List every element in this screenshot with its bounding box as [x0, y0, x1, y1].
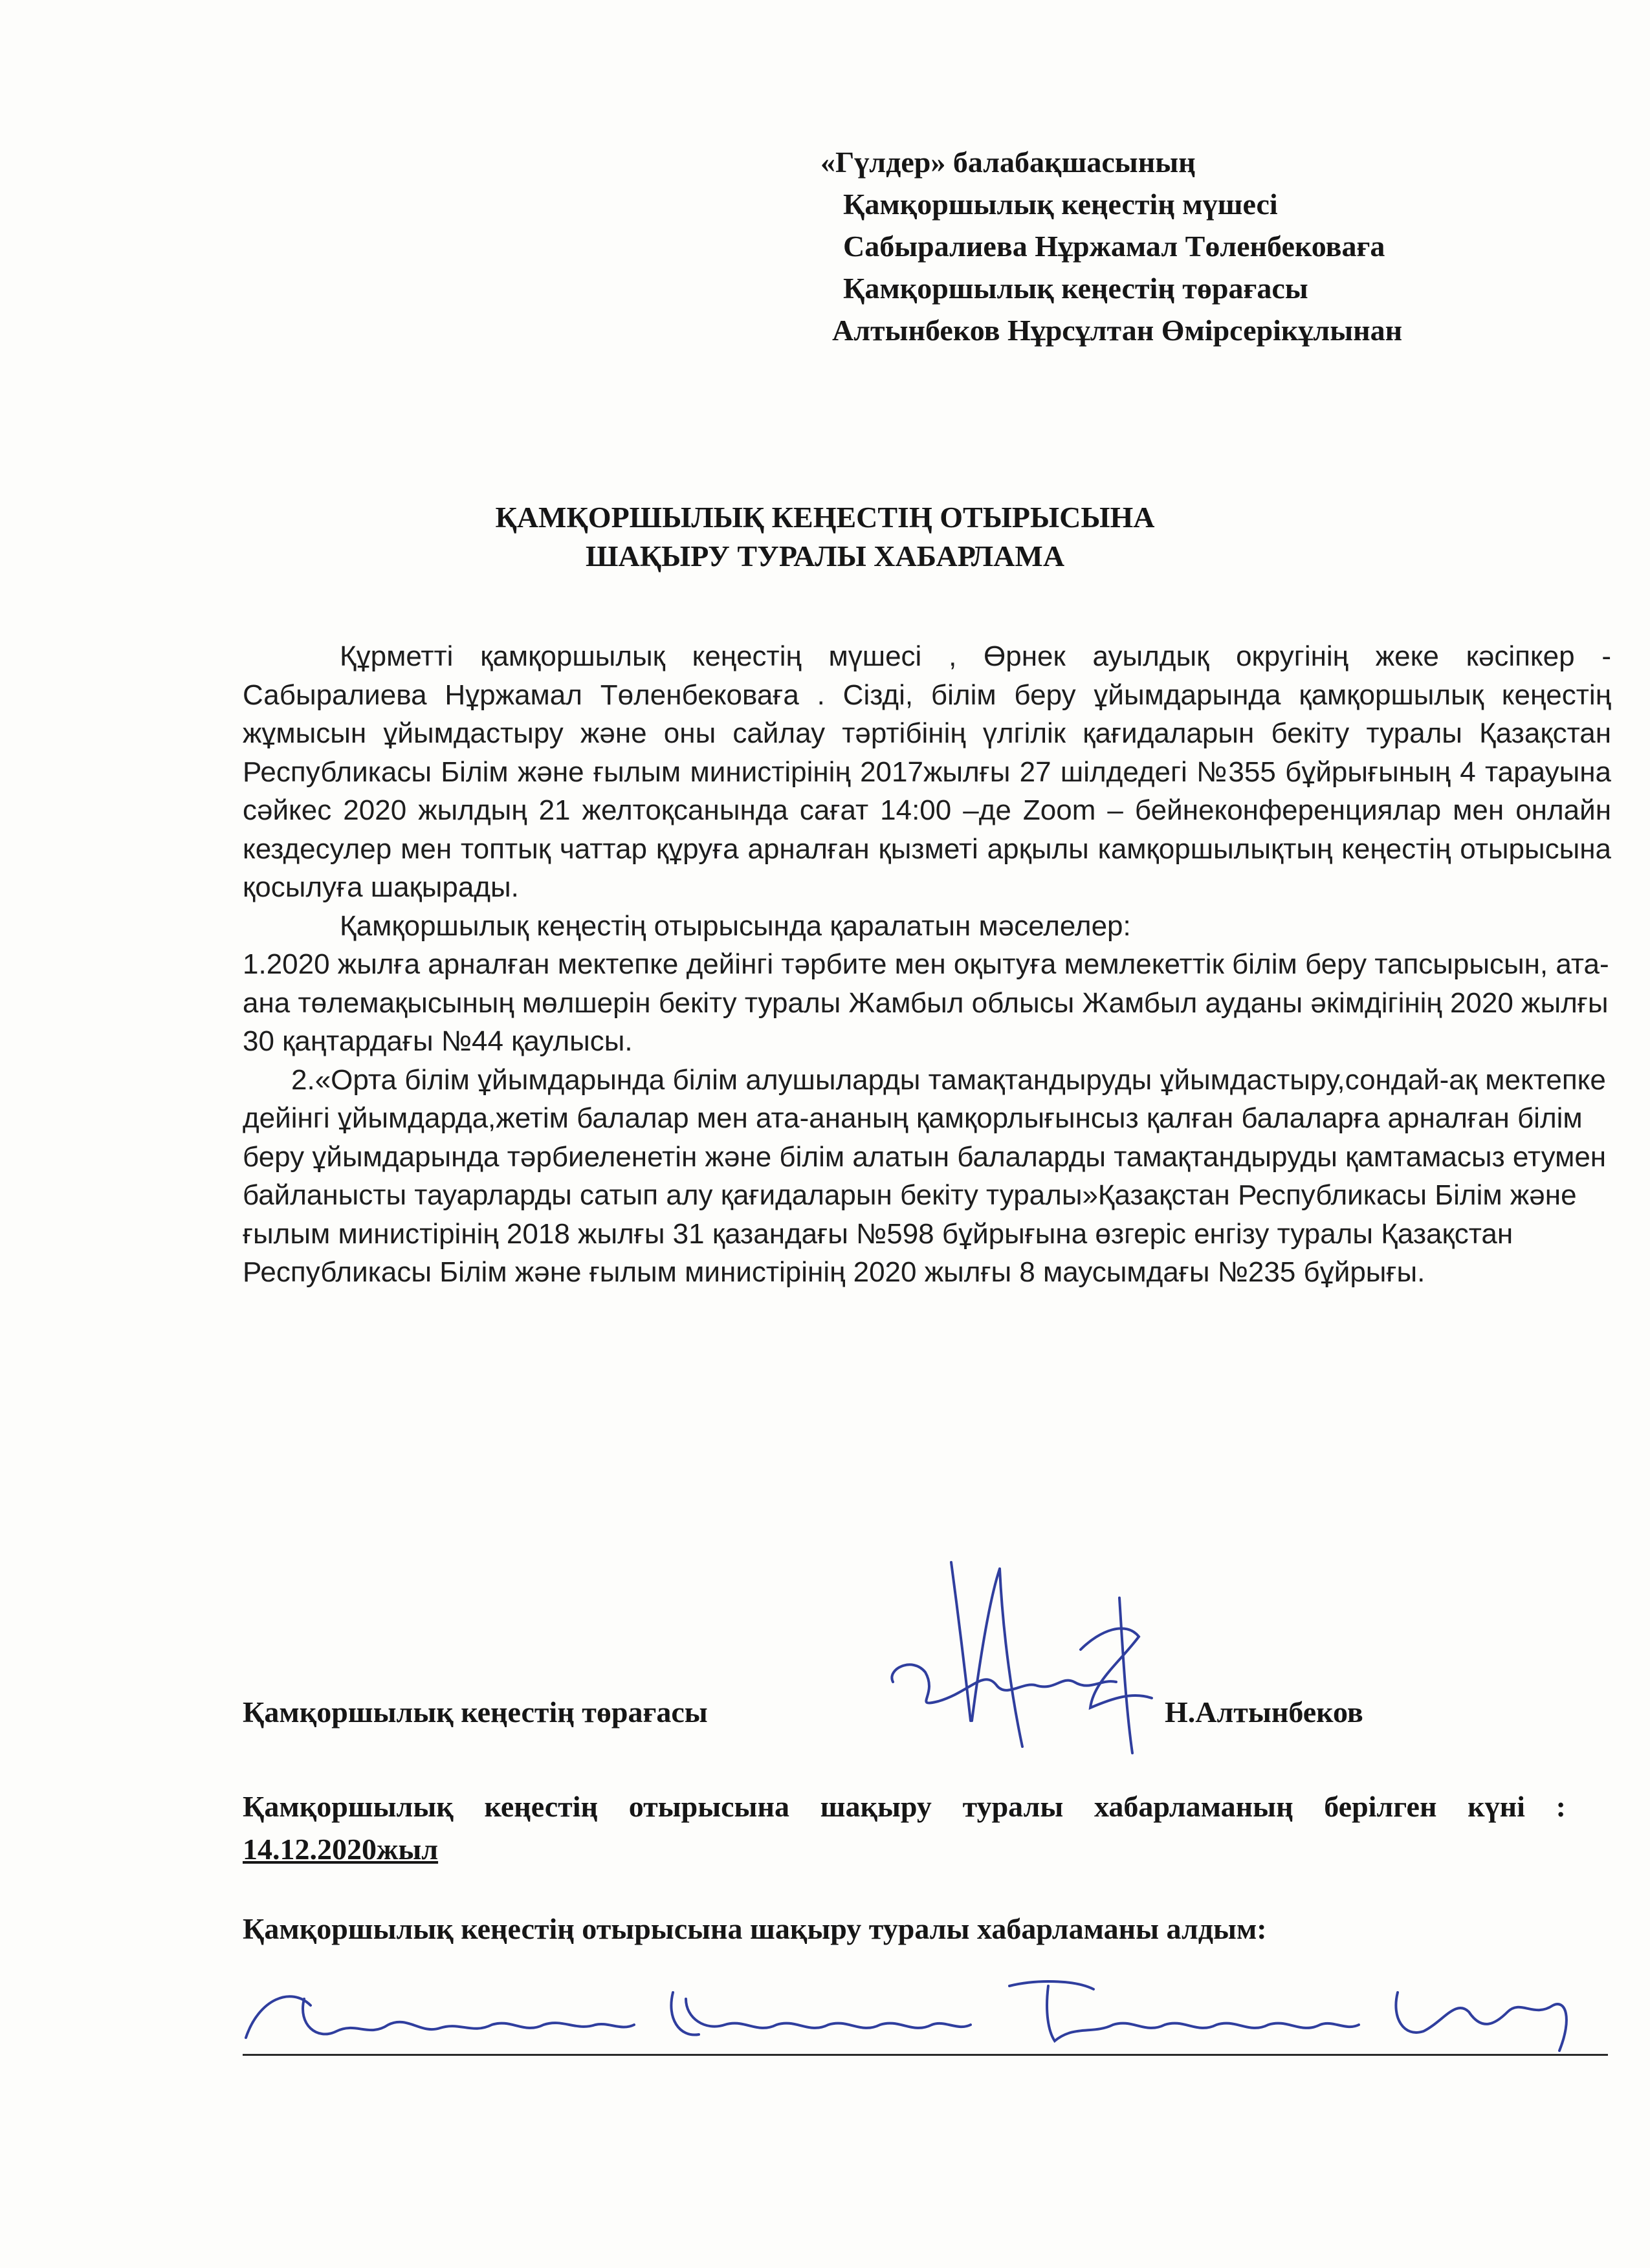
signatory-role: Қамқоршылық кеңестің төрағасы: [243, 1696, 708, 1728]
addressee-line-2: Қамқоршылық кеңестің мүшесі: [843, 188, 1278, 221]
signature-row: [243, 1695, 1563, 1740]
invitation-paragraph: Құрметті қамқоршылық кеңестің мүшесі , Өрнек ауылдық округінің жеке кәсіпкер - Сабыралиева Нұржамал Төленбековаға . Сізді, білім беру ұйымдарында қамқоршылық кеңестің жұмысын ұйымдастыру және оны сайлау тәртібінің үлгілік қағидаларын бекіту туралы Қазақстан Республикасы Білім және ғылым министірінің 2017жылғы 27 шілдедегі №355 бұйрығының 4 тарауына сәйкес 2020 жылдың 21 желтоқсанында сағат 14:00 –де Zoom – бейнеконференциялар мен онлайн кездесулер мен топтық чаттар құруға арналған қызметі арқылы камқоршылықтың кеңестің отырысына қосылуға шақырады.: [243, 640, 1611, 903]
document-body: [243, 637, 1611, 1292]
document-title: [0, 498, 1650, 576]
receipt-label: Қамқоршылық кеңестің отырысына шақыру туралы хабарламаны алдым:: [243, 1912, 1267, 1945]
agenda-item-1: 1.2020 жылға арналған мектепке дейінгі тәрбите мен оқытуға мемлекеттік білім беру тапсырысын, ата-ана төлемақысының мөлшерін бекіту туралы Жамбыл облысы Жамбыл ауданы әкімдігінің 2020 жылғы 30 қаңтардағы №44 қаулысы.: [243, 948, 1609, 1057]
agenda-item-2: 2.«Орта білім ұйымдарында білім алушыларды тамақтандыруды ұйымдастыру,сондай-ақ мектепке дейінгі ұйымдарда,жетім балалар мен ата-ананың қамқорлығынсыз қалған балаларға арналған білім беру ұйымдарында тәрбиеленетін және білім алатын балаларды тамақтандыруды қамтамасыз етумен байланысты тауарларды сатып алу қағидаларын бекіту туралы»Қазақстан Республикасы Білім және ғылым министірінің 2018 жылғы 31 қазандағы №598 бұйрығына өзгеріс енгізу туралы Қазақстан Республикасы Білім және ғылым министірінің 2020 жылғы 8 маусымдағы №235 бұйрығы.: [243, 1063, 1607, 1288]
addressee-line-1: «Гүлдер» балабақшасының: [820, 146, 1196, 179]
addressee-line-3: Сабыралиева Нұржамал Төленбековаға: [843, 230, 1385, 263]
chairman-signature: [867, 1559, 1204, 1772]
addressee-line-5: Алтынбеков Нұрсұлтан Өмірсерікұлынан: [832, 314, 1403, 347]
addressee-line-4: Қамқоршылық кеңестің төрағасы: [843, 272, 1308, 305]
issue-date-block: [243, 1785, 1566, 1871]
agenda-heading: Қамқоршылық кеңестің отырысында қаралатын мәселелер:: [340, 910, 1131, 942]
signatory-name: Н.Алтынбеков: [1165, 1696, 1363, 1728]
title-line-2: ШАҚЫРУ ТУРАЛЫ ХАБАРЛАМА: [585, 540, 1065, 572]
receipt-signature-line: [243, 2054, 1608, 2056]
recipient-handwritten-signature: [233, 1960, 1618, 2064]
issue-date-value: 14.12.2020жыл: [243, 1833, 439, 1866]
title-line-1: ҚАМҚОРШЫЛЫҚ КЕҢЕСТІҢ ОТЫРЫСЫНА: [495, 501, 1155, 534]
addressee-block: [820, 141, 1402, 351]
issue-date-label: Қамқоршылық кеңестің отырысына шақыру туралы хабарламаның берілген күні :: [243, 1790, 1566, 1823]
